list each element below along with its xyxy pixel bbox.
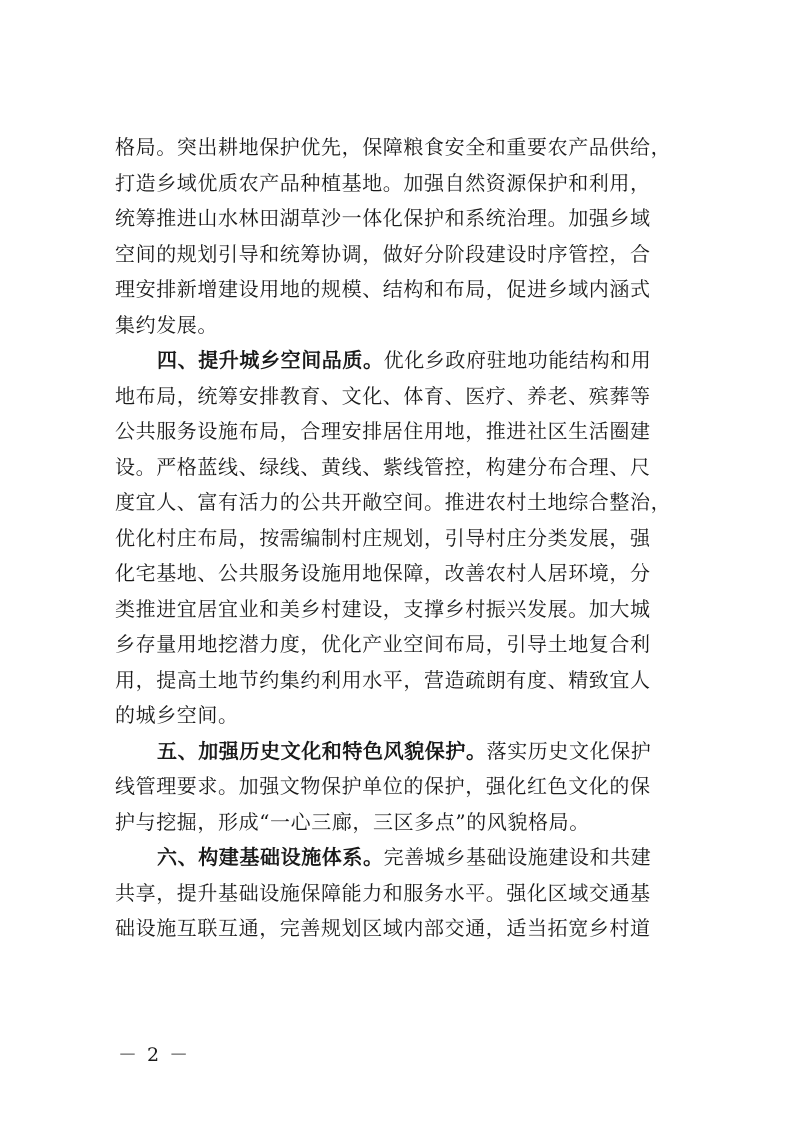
text-line: 用，提高土地节约集约利用水平，营造疏朗有度、精致宜人 <box>115 667 651 692</box>
text-run: 优化乡政府驻地功能结构和用 <box>383 348 652 372</box>
text-line: 础设施互联互通，完善规划区域内部交通，适当拓宽乡村道 <box>115 916 651 940</box>
text-run: 完善城乡基础设施建设和共建 <box>383 845 652 869</box>
paragraph-continuation <box>115 130 675 343</box>
text-line <box>115 840 675 876</box>
section-heading: 五、加强历史文化和特色风貌保护。 <box>157 738 487 763</box>
text-line: 类推进宜居宜业和美乡村建设，支撑乡村振兴发展。加大城 <box>115 596 651 621</box>
text-line: 乡存量用地挖潜力度，优化产业空间布局，引导土地复合利 <box>115 632 651 656</box>
section-heading: 四、提升城乡空间品质。 <box>157 348 384 372</box>
text-run: 落实历史文化保护 <box>486 738 652 763</box>
text-line: 化宅基地、公共服务设施用地保障，改善农村人居环境，分 <box>115 561 651 585</box>
text-line: 集约发展。 <box>115 312 218 337</box>
text-line: 打造乡域优质农产品种植基地。加强自然资源保护和利用， <box>115 170 651 195</box>
text-line: 空间的规划引导和统筹协调，做好分阶段建设时序管控，合 <box>115 241 651 266</box>
text-line: 线管理要求。加强文物保护单位的保护，强化红色文化的保 <box>115 774 651 798</box>
text-line: 公共服务设施布局，合理安排居住用地，推进社区生活圈建 <box>115 419 651 443</box>
text-line: 度宜人、富有活力的公共开敞空间。推进农村土地综合整治， <box>115 490 672 514</box>
text-line <box>115 343 675 379</box>
page-number: － 2 － <box>118 1044 191 1066</box>
text-line: 优化村庄布局，按需编制村庄规划，引导村庄分类发展，强 <box>115 525 651 550</box>
text-line: 理安排新增建设用地的规模、结构和布局，促进乡域内涵式 <box>115 277 651 301</box>
text-line: 设。严格蓝线、绿线、黄线、紫线管控，构建分布合理、尺 <box>115 454 651 479</box>
text-line: 护与挖掘，形成“一心三廊，三区多点”的风貌格局。 <box>115 809 590 834</box>
section-heading: 六、构建基础设施体系。 <box>157 845 384 869</box>
text-line <box>115 734 675 770</box>
text-line: 格局。突出耕地保护优先，保障粮食安全和重要农产品供给， <box>115 135 672 159</box>
text-line: 的城乡空间。 <box>115 703 239 727</box>
text-line: 地布局，统筹安排教育、文化、体育、医疗、养老、殡葬等 <box>115 383 651 408</box>
section-four-paragraph <box>115 343 675 734</box>
section-five-paragraph <box>115 734 675 841</box>
text-line: 共享，提升基础设施保障能力和服务水平。强化区域交通基 <box>115 880 651 905</box>
text-line: 统筹推进山水林田湖草沙一体化保护和系统治理。加强乡域 <box>115 206 651 230</box>
document-body <box>115 130 675 947</box>
section-six-paragraph <box>115 840 675 947</box>
